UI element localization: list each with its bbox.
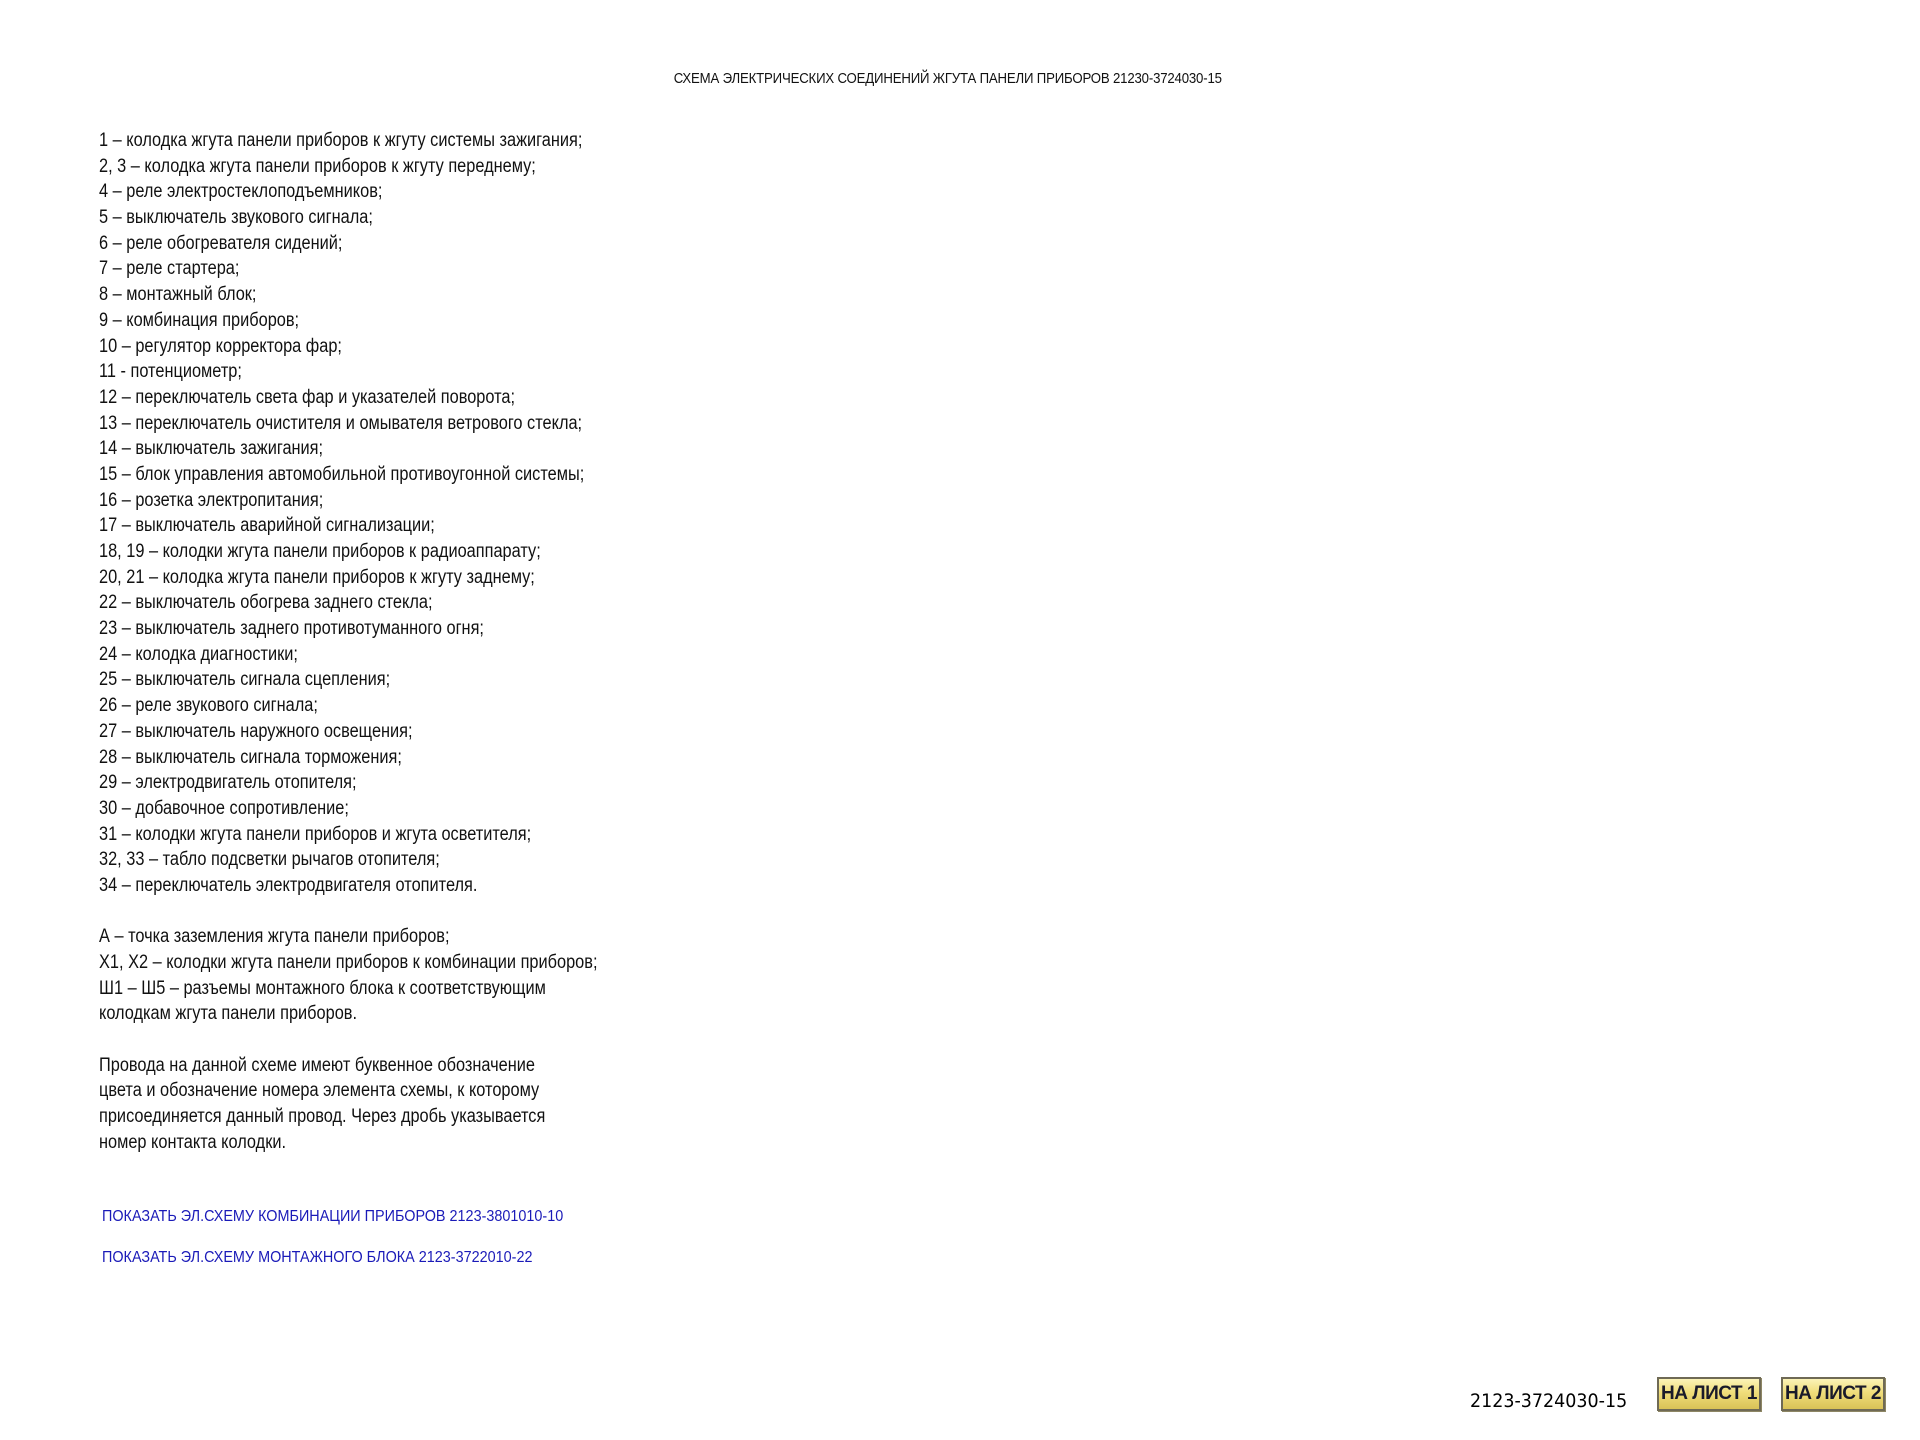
note-line: колодкам жгута панели приборов. [99,1003,358,1025]
legend-item: 2, 3 – колодка жгута панели приборов к жгуту переднему; [99,155,536,177]
legend [99,128,799,1156]
legend-item: 6 – реле обогревателя сидений; [99,232,343,254]
description-line: Провода на данной схеме имеют буквенное обозначение [99,1054,535,1076]
legend-item: 11 - потенциометр; [99,361,242,383]
legend-item: 27 – выключатель наружного освещения; [99,720,413,742]
legend-item: 8 – монтажный блок; [99,284,257,306]
mounting-block-scheme-link[interactable]: ПОКАЗАТЬ ЭЛ.СХЕМУ МОНТАЖНОГО БЛОКА 2123-3722010-22 [102,1249,533,1266]
legend-item: 25 – выключатель сигнала сцепления; [99,669,391,691]
legend-item: 4 – реле электростеклоподъемников; [99,181,383,203]
legend-item: 12 – переключатель света фар и указателей поворота; [99,386,516,408]
legend-item: 16 – розетка электропитания; [99,489,324,511]
legend-item: 14 – выключатель зажигания; [99,438,324,460]
legend-item: 32, 33 – табло подсветки рычагов отопителя; [99,849,440,871]
description-line: номер контакта колодки. [99,1131,287,1153]
legend-item: 9 – комбинация приборов; [99,309,300,331]
legend-item: 23 – выключатель заднего противотуманного огня; [99,618,484,640]
description-line: присоединяется данный провод. Через дробь указывается [99,1106,546,1128]
legend-item: 20, 21 – колодка жгута панели приборов к жгуту заднему; [99,566,535,588]
legend-item: 30 – добавочное сопротивление; [99,797,349,819]
legend-item: 24 – колодка диагностики; [99,643,298,665]
legend-item: 15 – блок управления автомобильной противоугонной системы; [99,463,585,485]
go-to-sheet-1-button[interactable]: НА ЛИСТ 1 [1657,1377,1761,1411]
spacer [99,1027,799,1053]
legend-item: 17 – выключатель аварийной сигнализации; [99,515,435,537]
legend-item: 1 – колодка жгута панели приборов к жгуту системы зажигания; [99,130,583,151]
legend-item: 34 – переключатель электродвигателя отопителя. [99,874,478,896]
instrument-cluster-scheme-link[interactable]: ПОКАЗАТЬ ЭЛ.СХЕМУ КОМБИНАЦИИ ПРИБОРОВ 2123-3801010-10 [102,1208,564,1225]
note-line: Х1, Х2 – колодки жгута панели приборов к комбинации приборов; [99,952,598,973]
page-title: СХЕМА ЭЛЕКТРИЧЕСКИХ СОЕДИНЕНИЙ ЖГУТА ПАНЕЛИ ПРИБОРОВ 21230-3724030-15 [673,70,1222,87]
legend-item: 5 – выключатель звукового сигнала; [99,207,373,229]
legend-item: 10 – регулятор корректора фар; [99,335,342,357]
legend-item: 28 – выключатель сигнала торможения; [99,746,402,768]
note-line: А – точка заземления жгута панели приборов; [99,926,450,948]
spacer [99,899,799,925]
legend-item: 29 – электродвигатель отопителя; [99,772,357,794]
note-line: Ш1 – Ш5 – разъемы монтажного блока к соответствующим [99,977,546,999]
legend-item: 7 – реле стартера; [99,258,240,280]
description-line: цвета и обозначение номера элемента схемы, к которому [99,1080,540,1102]
legend-item: 31 – колодки жгута панели приборов и жгута осветителя; [99,823,532,845]
legend-item: 22 – выключатель обогрева заднего стекла; [99,592,433,614]
legend-item: 13 – переключатель очистителя и омывателя ветрового стекла; [99,412,583,434]
legend-item: 18, 19 – колодки жгута панели приборов к радиоаппарату; [99,541,541,562]
document-number: 2123-3724030-15 [1470,1390,1628,1412]
legend-item: 26 – реле звукового сигнала; [99,695,318,717]
go-to-sheet-2-button[interactable]: НА ЛИСТ 2 [1781,1377,1885,1411]
